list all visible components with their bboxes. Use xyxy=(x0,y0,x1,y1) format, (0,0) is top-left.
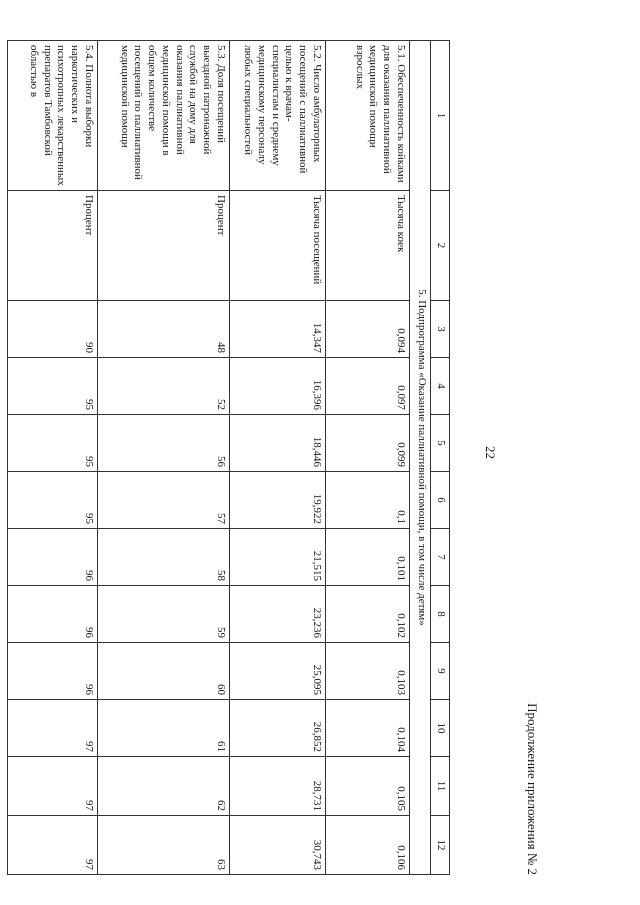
value-cell: 23,236 xyxy=(230,586,326,643)
value-cell: 97 xyxy=(8,816,98,875)
column-number-4: 4 xyxy=(431,358,450,415)
value-cell: 0,1 xyxy=(326,472,410,529)
column-number-11: 11 xyxy=(431,757,450,816)
value-cell: 96 xyxy=(8,529,98,586)
column-number-9: 9 xyxy=(431,643,450,700)
value-cell: 0,101 xyxy=(326,529,410,586)
value-cell: 95 xyxy=(8,358,98,415)
value-cell: 95 xyxy=(8,415,98,472)
value-cell: 0,103 xyxy=(326,643,410,700)
page-number: 22 xyxy=(483,446,498,459)
table-row xyxy=(98,41,230,875)
indicators-table xyxy=(7,40,450,875)
column-number-2: 2 xyxy=(431,191,450,301)
unit-cell: Тысяча коек xyxy=(326,191,410,301)
appendix-caption: Продолжение приложения № 2 xyxy=(525,703,540,875)
column-number-10: 10 xyxy=(431,700,450,757)
value-cell: 0,094 xyxy=(326,301,410,358)
value-cell: 52 xyxy=(98,358,230,415)
value-cell: 56 xyxy=(98,415,230,472)
value-cell: 0,099 xyxy=(326,415,410,472)
value-cell: 90 xyxy=(8,301,98,358)
column-number-12: 12 xyxy=(431,816,450,875)
value-cell: 97 xyxy=(8,757,98,816)
unit-cell: Процент xyxy=(8,191,98,301)
value-cell: 59 xyxy=(98,586,230,643)
value-cell: 0,106 xyxy=(326,816,410,875)
table-row xyxy=(326,41,410,875)
value-cell: 26,852 xyxy=(230,700,326,757)
value-cell: 95 xyxy=(8,472,98,529)
value-cell: 60 xyxy=(98,643,230,700)
value-cell: 96 xyxy=(8,643,98,700)
value-cell: 48 xyxy=(98,301,230,358)
column-number-5: 5 xyxy=(431,415,450,472)
data-table-wrapper xyxy=(7,40,450,874)
header-row xyxy=(431,41,450,875)
column-number-8: 8 xyxy=(431,586,450,643)
column-number-7: 7 xyxy=(431,529,450,586)
column-number-3: 3 xyxy=(431,301,450,358)
table-row xyxy=(8,41,98,875)
value-cell: 25,095 xyxy=(230,643,326,700)
value-cell: 30,743 xyxy=(230,816,326,875)
value-cell: 61 xyxy=(98,700,230,757)
value-cell: 21,515 xyxy=(230,529,326,586)
value-cell: 19,922 xyxy=(230,472,326,529)
table-row xyxy=(230,41,326,875)
indicator-name: 5.1. Обеспеченность койками для оказания паллиативной медицинской помощи взрослых xyxy=(326,41,410,191)
value-cell: 0,097 xyxy=(326,358,410,415)
value-cell: 16,396 xyxy=(230,358,326,415)
unit-cell: Тысяча посещений xyxy=(230,191,326,301)
section-title: 5. Подпрограмма «Оказание паллиативной помощи, в том числе детям» xyxy=(410,41,431,875)
value-cell: 96 xyxy=(8,586,98,643)
value-cell: 14,347 xyxy=(230,301,326,358)
indicator-name: 5.3. Доля посещений выездной патронажной службой на дому для оказания паллиативной медицинской помощи в общем количестве посещений по паллиативной медицинской помощи xyxy=(98,41,230,191)
value-cell: 63 xyxy=(98,816,230,875)
value-cell: 0,104 xyxy=(326,700,410,757)
value-cell: 97 xyxy=(8,700,98,757)
value-cell: 18,446 xyxy=(230,415,326,472)
value-cell: 0,102 xyxy=(326,586,410,643)
value-cell: 0,105 xyxy=(326,757,410,816)
value-cell: 57 xyxy=(98,472,230,529)
column-number-1: 1 xyxy=(431,41,450,191)
value-cell: 62 xyxy=(98,757,230,816)
column-number-6: 6 xyxy=(431,472,450,529)
value-cell: 58 xyxy=(98,529,230,586)
section-row xyxy=(410,41,431,875)
unit-cell: Процент xyxy=(98,191,230,301)
value-cell: 28,731 xyxy=(230,757,326,816)
indicator-name: 5.4. Полнота выборки наркотических и психотропных лекарственных препаратов Тамбовской областью в xyxy=(8,41,98,191)
indicator-name: 5.2. Число амбулаторных посещений с паллиативной целью к врачам-специалистам и среднему медицинскому персоналу любых специальностей xyxy=(230,41,326,191)
